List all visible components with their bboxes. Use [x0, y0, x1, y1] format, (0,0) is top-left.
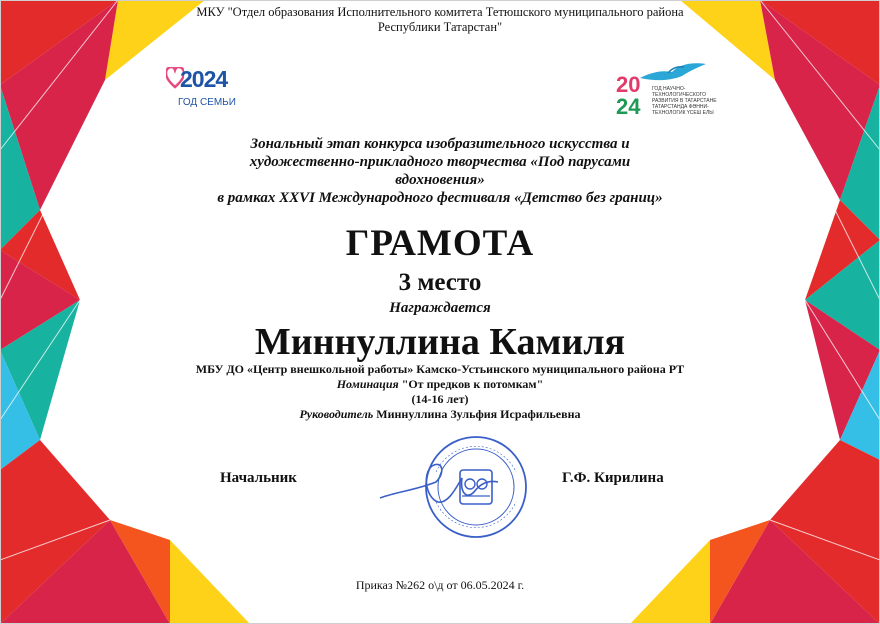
leader — [0, 407, 880, 421]
organization-header — [0, 5, 880, 35]
science-year-logo — [612, 60, 722, 120]
organization-line-2: Республики Татарстан" — [377, 20, 503, 34]
award-place: 3 место — [398, 269, 482, 296]
left-logo-year: 2024 — [180, 66, 228, 92]
right-logo-number-top: 20 — [616, 72, 641, 97]
organization-line-1: МКУ "Отдел образования Исполнительного комитета Тетюшского муниципального района — [196, 5, 684, 19]
year-of-family-logo — [166, 64, 246, 114]
contest-description — [0, 135, 880, 207]
contest-line-3: вдохновения» — [395, 172, 485, 188]
contest-line-1: Зональный этап конкурса изобразительного искусства и — [250, 136, 630, 152]
age-group: (14-16 лет) — [411, 392, 469, 406]
school-name: МБУ ДО «Центр внешкольной работы» Камско-Устьинского муниципального района РТ — [195, 362, 685, 376]
contest-line-2: художественно-прикладного творчества «Под парусами — [249, 154, 631, 170]
right-logo-caption: ГОД НАУЧНО-ТЕХНОЛОГИЧЕСКОГО РАЗВИТИЯ В ТАТАРСТАНЕ ТАТАРСТАНДА ФӘННИ-ТЕХНОЛОГИК ҮСЕШ ЕЛЫ — [652, 86, 717, 116]
right-logo-number-bottom: 24 — [616, 94, 641, 119]
bird-icon — [638, 60, 708, 86]
contest-line-4: в рамках XXVI Международного фестиваля «Детство без границ» — [217, 190, 663, 206]
recipient-name: Миннуллина Камиля — [254, 321, 626, 363]
nomination-value: "От предков к потомкам" — [401, 377, 544, 391]
certificate-title: ГРАМОТА — [345, 223, 535, 264]
signer-name: Г.Ф. Кирилина — [562, 470, 664, 486]
signer-position: Начальник — [220, 470, 297, 486]
nomination-label: Номинация — [336, 377, 399, 391]
official-seal-icon — [426, 437, 526, 537]
left-logo-caption: ГОД СЕМЬИ — [178, 97, 236, 108]
signature-and-seal — [376, 432, 536, 542]
order-reference: Приказ №262 о\д от 06.05.2024 г. — [355, 578, 525, 592]
awarded-label: Награждается — [389, 300, 491, 316]
leader-name: Миннуллина Зульфия Исрафильевна — [376, 407, 581, 421]
nomination — [0, 377, 880, 391]
leader-label: Руководитель — [299, 407, 374, 421]
